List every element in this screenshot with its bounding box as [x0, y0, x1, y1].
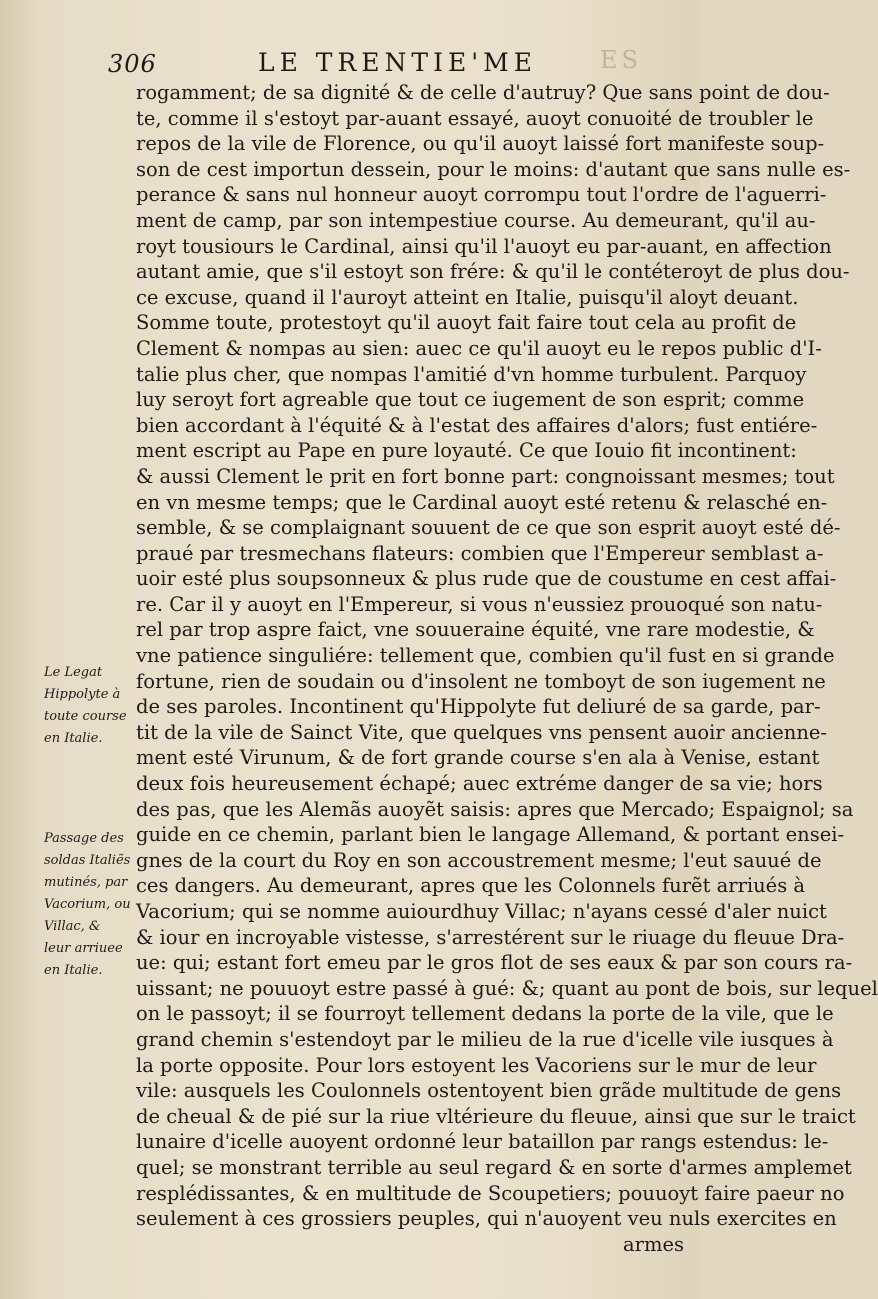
margin-note-line: Villac, & [44, 919, 101, 934]
text-line: luy seroyt fort agreable que tout ce iugement de son esprit; comme [136, 388, 805, 412]
text-line: quel; se monstrant terrible au seul regard & en sorte d'armes amplemet [136, 1155, 852, 1179]
margin-note-line: leur arriuee [44, 941, 123, 956]
margin-note-line: Le Legat [44, 665, 103, 680]
margin-note-line: Hippolyte à [44, 687, 121, 702]
text-line: son de cest importun dessein, pour le moins: d'autant que sans nulle es- [136, 157, 851, 181]
text-line: guide en ce chemin, parlant bien le langage Allemand, & portant ensei- [136, 823, 845, 847]
text-line: ces dangers. Au demeurant, apres que les Colonnels furẽt arriués à [136, 874, 806, 898]
text-line: lunaire d'icelle auoyent ordonné leur bataillon par rangs estendus: le- [136, 1130, 829, 1154]
text-line: rel par trop aspre faict, vne souueraine équité, vne rare modestie, & [136, 618, 815, 642]
text-line: tit de la vile de Sainct Vite, que quelques vns pensent auoir ancienne- [136, 720, 828, 744]
margin-note-line: mutinés, par [44, 875, 128, 890]
text-line: ment escript au Pape en pure loyauté. Ce que Iouio fit incontinent: [136, 439, 797, 463]
text-line: de ses paroles. Incontinent qu'Hippolyte fut deliuré de sa garde, par- [136, 695, 821, 719]
text-line: vile: ausquels les Coulonnels ostentoyent bien grãde multitude de gens [136, 1079, 842, 1103]
margin-note-line: en Italie. [44, 963, 103, 978]
margin-note-legat [44, 662, 134, 750]
body-text [136, 80, 878, 1257]
text-line: perance & sans nul honneur auoyt corrompu tout l'ordre de l'aguerri- [136, 183, 827, 207]
text-line: uissant; ne pouuoyt estre passé à gué: &; quant au pont de bois, sur lequel [136, 976, 878, 1000]
text-line: praué par tresmechans flateurs: combien que l'Empereur semblast a- [136, 541, 824, 565]
text-line: te, comme il s'estoyt par-auant essayé, auoyt conuoité de troubler le [136, 106, 814, 130]
text-line: on le passoyt; il se fourroyt tellement dedans la porte de la vile, que le [136, 1002, 834, 1026]
margin-note-line: Passage des [44, 831, 124, 846]
text-line: ment esté Virunum, & de fort grande course s'en ala à Venise, estant [136, 746, 820, 770]
text-line: la porte opposite. Pour lors estoyent les Vacoriens sur le mur de leur [136, 1053, 817, 1077]
text-line: seulement à ces grossiers peuples, qui n'auoyent veu nuls exercites en [136, 1207, 837, 1231]
text-line: grand chemin s'estendoyt par le milieu de la rue d'icelle vile iusques à [136, 1027, 834, 1051]
text-line: Somme toute, protestoyt qu'il auoyt fait faire tout cela au profit de [136, 311, 797, 335]
page-number: 306 [108, 50, 157, 78]
text-line: & aussi Clement le prit en fort bonne part: congnoissant mesmes; tout [136, 464, 835, 488]
margin-note-passage [44, 828, 134, 982]
text-line: de cheual & de pié sur la riue vltérieure du fleuue, ainsi que sur le traict [136, 1104, 856, 1128]
text-line: resplédissantes, & en multitude de Scoupetiers; pouuoyt faire paeur no [136, 1181, 845, 1205]
text-line: des pas, que les Alemãs auoyẽt saisis: apres que Mercado; Espaignol; sa [136, 797, 854, 821]
text-line: autant amie, que s'il estoyt son frére: & qu'il le contéteroyt de plus dou- [136, 260, 850, 284]
text-line: Clement & nompas au sien: auec ce qu'il auoyt eu le repos public d'I- [136, 336, 822, 360]
text-line: royt tousiours le Cardinal, ainsi qu'il l'auoyt eu par-auant, en affection [136, 234, 832, 258]
running-head: LE TRENTIE'ME [258, 48, 537, 77]
margin-note-line: en Italie. [44, 731, 103, 746]
text-line: armes [623, 1232, 684, 1256]
text-line: en vn mesme temps; que le Cardinal auoyt esté retenu & relasché en- [136, 490, 828, 514]
margin-note-line: toute course [44, 709, 127, 724]
text-line: deux fois heureusement échapé; auec extréme danger de sa vie; hors [136, 772, 823, 796]
text-line: vne patience singuliére: tellement que, combien qu'il fust en si grande [136, 644, 835, 668]
text-line: ment de camp, par son intempestiue course. Au demeurant, qu'il au- [136, 208, 816, 232]
text-line: gnes de la court du Roy en son accoustrement mesme; l'eut sauué de [136, 848, 822, 872]
text-line: ue: qui; estant fort emeu par le gros flot de ses eaux & par son cours ra- [136, 951, 853, 975]
text-line: & iour en incroyable vistesse, s'arrestérent sur le riuage du fleuue Dra- [136, 925, 845, 949]
text-line: semble, & se complaignant souuent de ce que son esprit auoyt esté dé- [136, 516, 841, 540]
text-line: bien accordant à l'équité & à l'estat des affaires d'alors; fust entiére- [136, 413, 818, 437]
text-line: repos de la vile de Florence, ou qu'il auoyt laissé fort manifeste soup- [136, 132, 825, 156]
text-line: rogamment; de sa dignité & de celle d'autruy? Que sans point de dou- [136, 81, 830, 104]
text-line: talie plus cher, que nompas l'amitié d'vn homme turbulent. Parquoy [136, 362, 807, 386]
text-line: fortune, rien de soudain ou d'insolent ne tomboyt de son iugement ne [136, 669, 826, 693]
text-line: uoir esté plus soupsonneux & plus rude que de coustume en cest affai- [136, 567, 837, 591]
text-line: ce excuse, quand il l'auroyt atteint en Italie, puisqu'il aloyt deuant. [136, 285, 799, 309]
text-line: re. Car il y auoyt en l'Empereur, si vous n'eussiez prouoqué son natu- [136, 592, 823, 616]
margin-note-line: Vacorium, ou [44, 897, 131, 912]
text-line: Vacorium; qui se nomme auiourdhuy Villac; n'ayans cessé d'aler nuict [136, 900, 827, 923]
margin-note-line: soldas Italiẽs [44, 853, 131, 868]
show-through-text: ES [600, 46, 642, 74]
